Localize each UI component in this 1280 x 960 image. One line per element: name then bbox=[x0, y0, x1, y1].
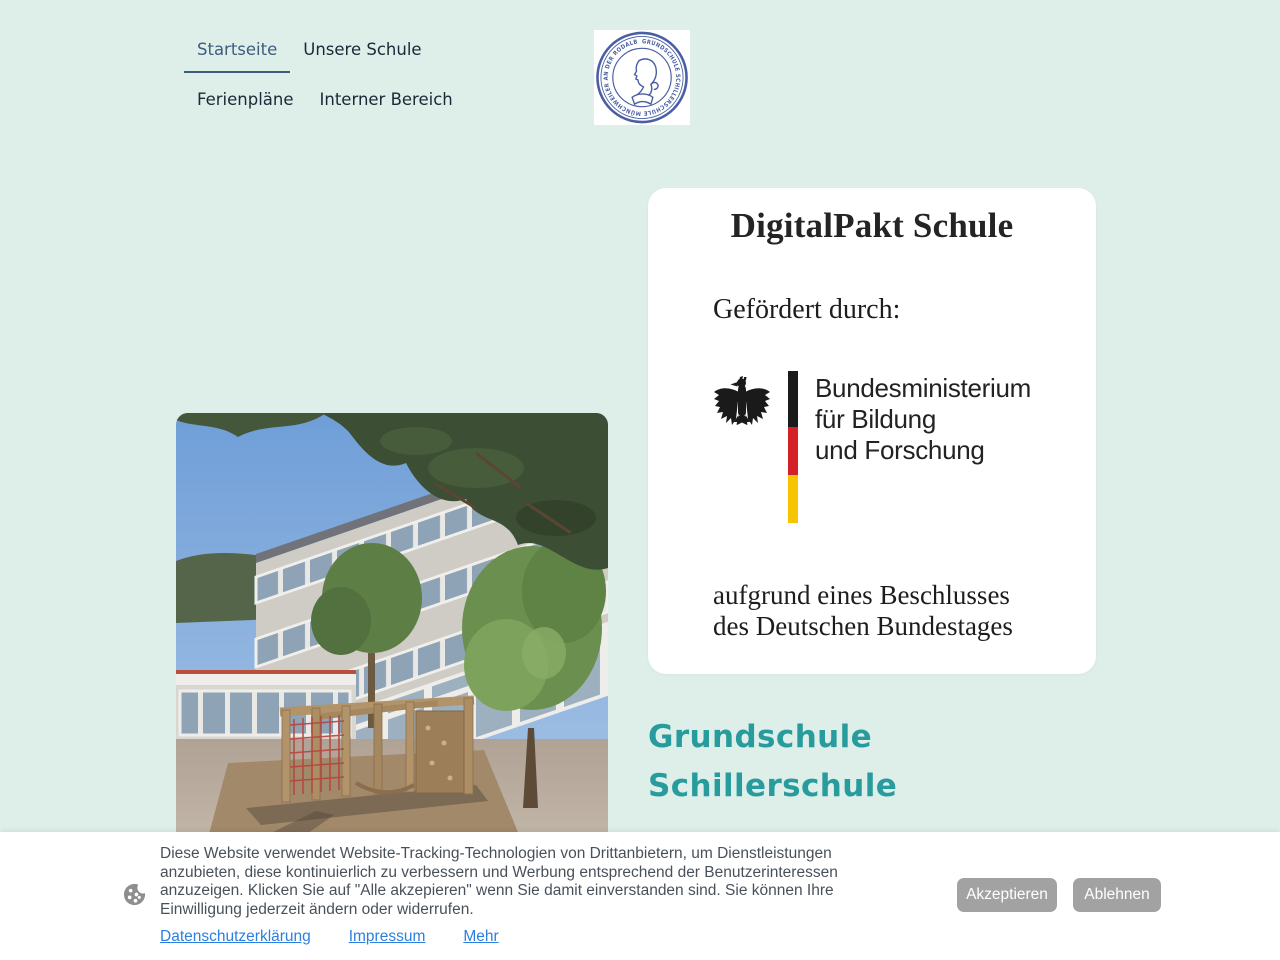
ministry-line-2: für Bildung bbox=[815, 404, 936, 434]
digitalpakt-card bbox=[648, 188, 1096, 674]
bundestag-note-line-1: aufgrund eines Beschlusses bbox=[713, 580, 1010, 610]
svg-text:GRUNDSCHULE SCHILLERSCHULE MÜN: GRUNDSCHULE SCHILLERSCHULE MÜNCHWEILER AN DER RODALB bbox=[602, 38, 682, 117]
page-title-line-2: Schillerschule bbox=[648, 768, 898, 804]
cookie-icon bbox=[122, 882, 147, 907]
accept-button[interactable]: Akzeptieren bbox=[957, 878, 1057, 912]
school-seal-logo[interactable] bbox=[594, 30, 690, 125]
german-flag-stripe bbox=[788, 371, 798, 523]
gefoerdert-durch-label: Gefördert durch: bbox=[713, 294, 901, 325]
main-content bbox=[176, 188, 1280, 913]
main-navigation bbox=[184, 30, 536, 123]
datenschutz-link[interactable]: Datenschutzerklärung bbox=[160, 928, 311, 945]
page-title-line-1: Grundschule bbox=[648, 719, 873, 755]
federal-eagle-icon bbox=[712, 372, 772, 434]
mehr-link[interactable]: Mehr bbox=[463, 928, 499, 945]
school-seal-icon bbox=[594, 30, 690, 125]
cookie-consent-banner bbox=[0, 832, 1280, 960]
nav-item-unsere-schule[interactable]: Unsere Schule bbox=[303, 40, 422, 59]
page-title bbox=[648, 713, 1096, 811]
nav-item-ferienplaene[interactable]: Ferienpläne bbox=[197, 90, 294, 109]
right-column bbox=[648, 188, 1096, 811]
ministry-name bbox=[815, 373, 1031, 466]
cookie-links bbox=[160, 927, 532, 946]
cookie-message: Diese Website verwendet Website-Tracking-Technologien von Drittanbietern, um Dienstleistungen anzubieten, diese kontinuierlich zu verbessern und Werbung entsprechend der Benutzerinteressen anzuzeigen. Klicken Sie auf "Alle akzepieren" wenn Sie damit einverstanden sind. Sie können Ihre Einwilligung jederzeit ändern oder widerrufen. bbox=[160, 845, 838, 918]
digitalpakt-title: DigitalPakt Schule bbox=[730, 206, 1014, 245]
nav-item-interner-bereich[interactable]: Interner Bereich bbox=[319, 90, 453, 109]
nav-item-startseite[interactable]: Startseite bbox=[184, 30, 290, 73]
site-header bbox=[0, 0, 1280, 125]
ministry-line-1: Bundesministerium bbox=[815, 373, 1031, 403]
bundestag-note-line-2: des Deutschen Bundestages bbox=[713, 611, 1013, 641]
decline-button[interactable]: Ablehnen bbox=[1073, 878, 1161, 912]
impressum-link[interactable]: Impressum bbox=[348, 928, 426, 945]
bundestag-note bbox=[713, 580, 1013, 642]
ministry-line-3: und Forschung bbox=[815, 435, 985, 465]
